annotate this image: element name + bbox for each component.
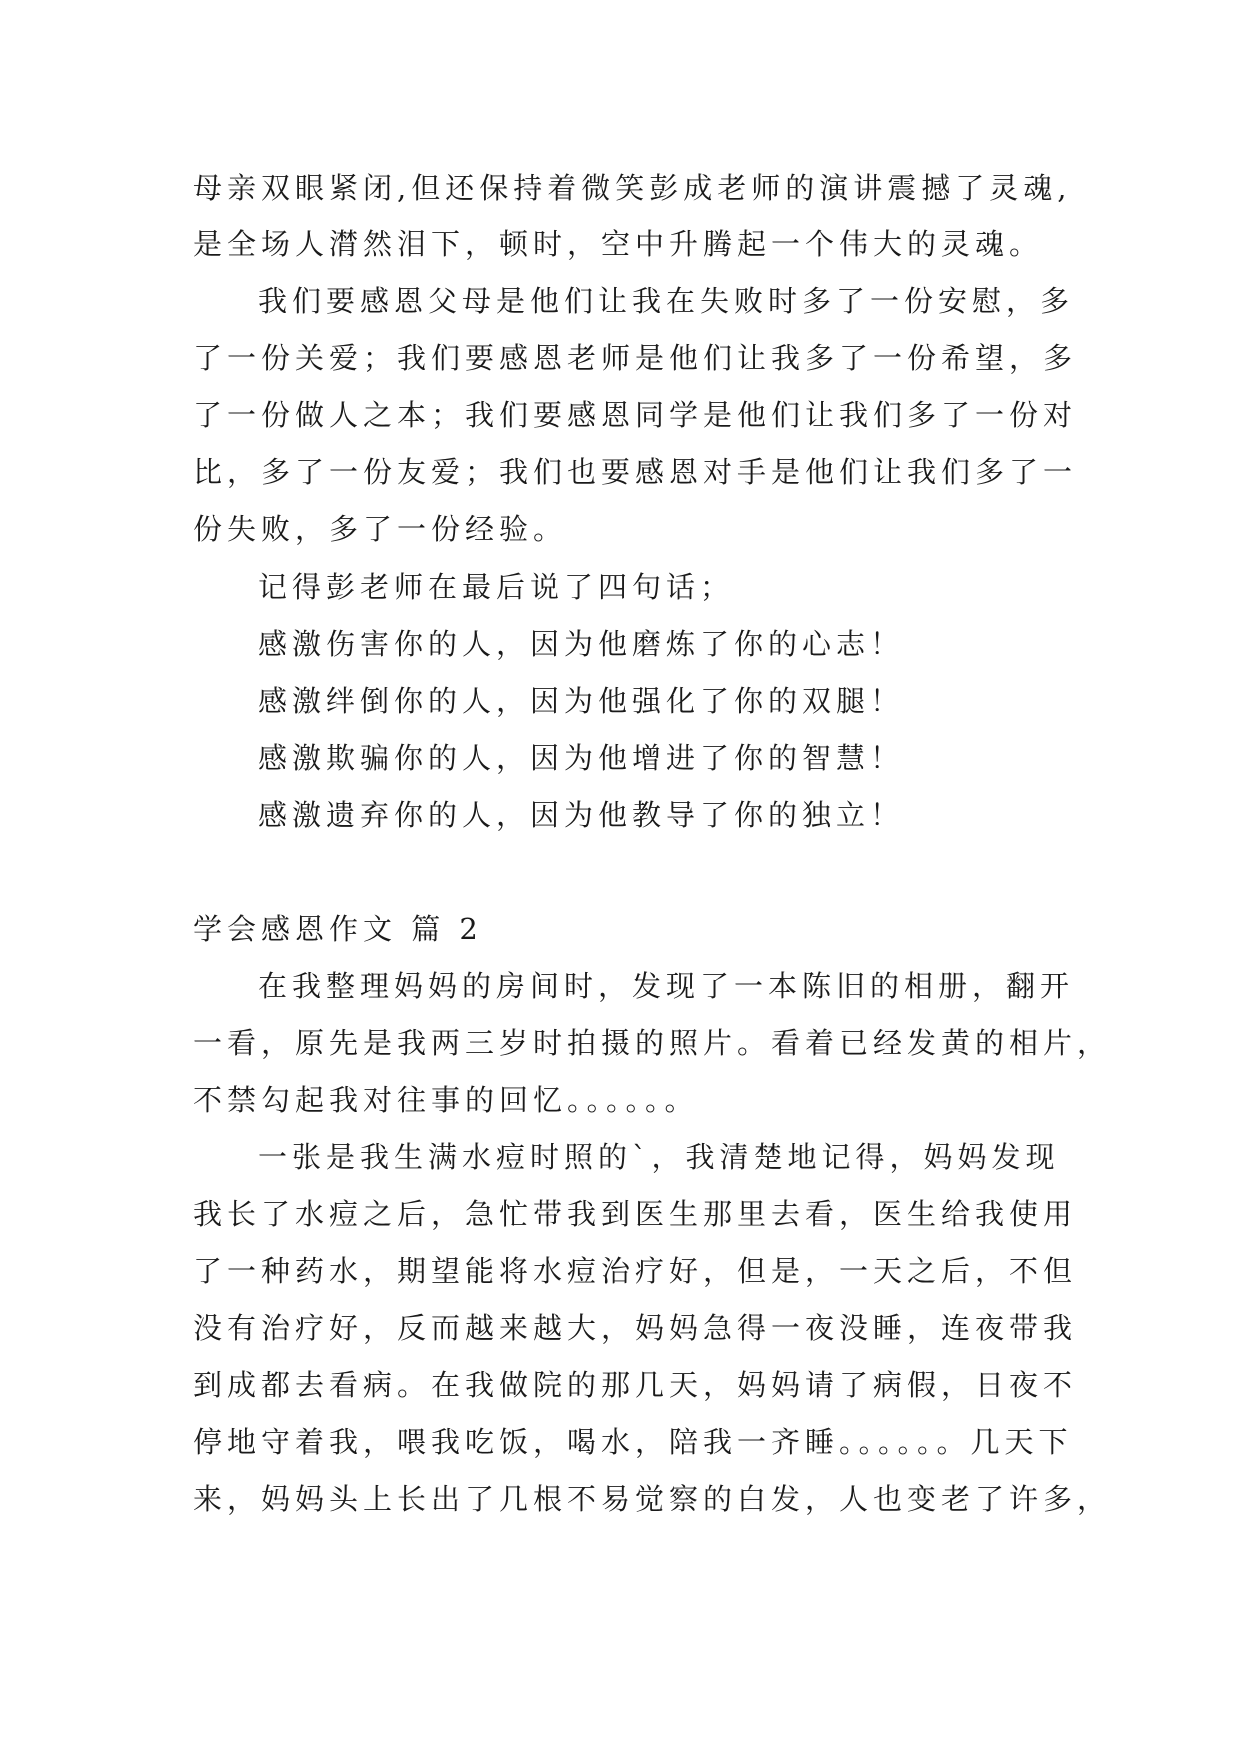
paragraph-line: 了一份关爱；我们要感恩老师是他们让我多了一份希望，多 — [193, 341, 1078, 375]
quote-line: 感激绊倒你的人，因为他强化了你的双腿！ — [258, 684, 905, 718]
paragraph-line: 没有治疗好，反而越来越大，妈妈急得一夜没睡，连夜带我 — [193, 1311, 1078, 1345]
paragraph-line: 比，多了一份友爱；我们也要感恩对手是他们让我们多了一 — [193, 455, 1078, 489]
paragraph-line: 是全场人潸然泪下，顿时，空中升腾起一个伟大的灵魂。 — [193, 227, 1044, 261]
paragraph-line: 了一种药水，期望能将水痘治疗好，但是，一天之后，不但 — [193, 1254, 1078, 1288]
quote-line: 感激伤害你的人，因为他磨炼了你的心志！ — [258, 627, 905, 661]
paragraph-line: 份失败，多了一份经验。 — [193, 512, 568, 546]
quote-line: 感激遗弃你的人，因为他教导了你的独立！ — [258, 798, 905, 832]
paragraph-line: 一看，原先是我两三岁时拍摄的照片。看着已经发黄的相片， — [193, 1026, 1112, 1060]
paragraph-line: 我长了水痘之后，急忙带我到医生那里去看，医生给我使用 — [193, 1197, 1078, 1231]
intro-line: 记得彭老师在最后说了四句话； — [258, 570, 735, 604]
paragraph-line: 我们要感恩父母是他们让我在失败时多了一份安慰，多 — [258, 284, 1075, 318]
paragraph-line: 在我整理妈妈的房间时，发现了一本陈旧的相册，翻开 — [258, 969, 1075, 1003]
paragraph-line: 停地守着我，喂我吃饭，喝水，陪我一齐睡。。。。。。几天下 — [193, 1425, 1073, 1459]
section-title: 学会感恩作文 篇 2 — [193, 912, 483, 946]
paragraph-line: 了一份做人之本；我们要感恩同学是他们让我们多了一份对 — [193, 398, 1078, 432]
paragraph-line: 一张是我生满水痘时照的`，我清楚地记得，妈妈发现 — [258, 1140, 1060, 1174]
quote-line: 感激欺骗你的人，因为他增进了你的智慧！ — [258, 741, 905, 775]
paragraph-line: 母亲双眼紧闭,但还保持着微笑彭成老师的演讲震撼了灵魂, — [193, 171, 1072, 205]
paragraph-line: 不禁勾起我对往事的回忆。。。。。。 — [193, 1083, 699, 1117]
paragraph-line: 到成都去看病。在我做院的那几天，妈妈请了病假，日夜不 — [193, 1368, 1078, 1402]
paragraph-line: 来，妈妈头上长出了几根不易觉察的白发，人也变老了许多， — [193, 1482, 1112, 1516]
